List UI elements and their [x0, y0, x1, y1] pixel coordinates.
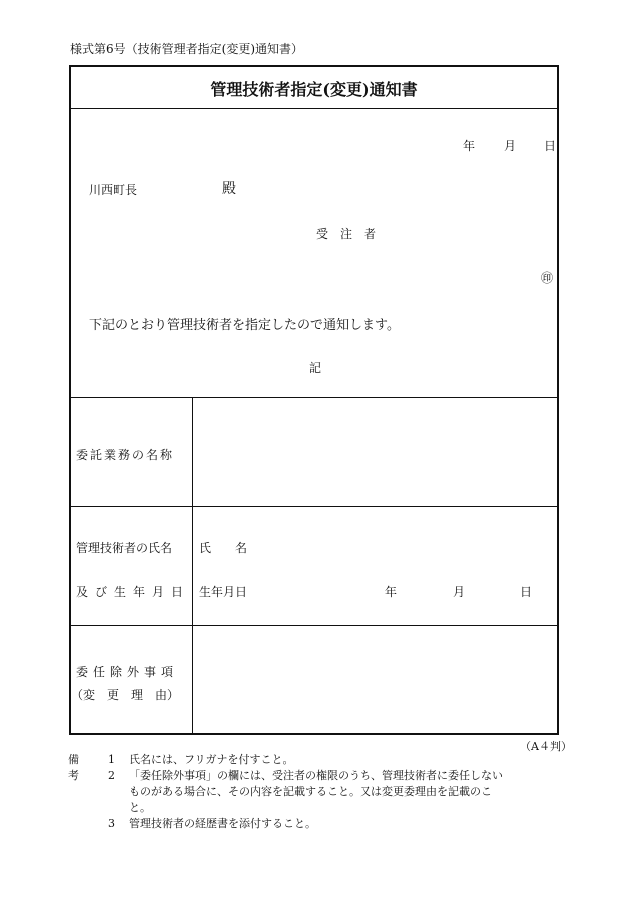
- manager-label-line2: 及び生年月日: [76, 585, 191, 599]
- remarks-heading: 備考: [68, 753, 79, 782]
- addressee-name: 川西町長: [89, 183, 138, 197]
- seal-mark: ㊞: [541, 271, 554, 285]
- birthdate-label: 生年月日: [199, 585, 248, 599]
- remark-text: 氏名には、フリガナを付すこと。: [129, 753, 294, 766]
- name-label: 氏 名: [199, 541, 248, 555]
- notice-text: 下記のとおり管理技術者を指定したので通知します。: [89, 318, 400, 333]
- form-frame: [69, 65, 559, 735]
- excluded-label-line1: 委任除外事項: [76, 665, 179, 679]
- excluded-label-line2: （変 更 理 由）: [71, 688, 180, 702]
- birth-day: 日: [520, 585, 533, 599]
- form-number: 様式第6号（技術管理者指定(変更)通知書）: [70, 42, 303, 56]
- remark-number: 3: [108, 817, 115, 830]
- title-divider: [71, 108, 557, 109]
- contractor-label: 受 注 者: [316, 227, 377, 241]
- date-month: 月: [504, 139, 517, 153]
- paper-size-note: （A４判）: [520, 740, 572, 753]
- remark-text: 「委任除外事項」の欄には、受注者の権限のうち、管理技術者に委任しないものがある場合に、その内容を記載すること。又は変更委理由を記載のこと。: [129, 769, 503, 814]
- date-day: 日: [544, 139, 557, 153]
- ki-heading: 記: [309, 361, 322, 375]
- birth-year: 年: [385, 585, 398, 599]
- addressee-honorific: 殿: [222, 181, 236, 197]
- birth-month: 月: [453, 585, 466, 599]
- form-title: 管理技術者指定(変更)通知書: [210, 80, 418, 99]
- date-year: 年: [463, 139, 476, 153]
- column-divider: [192, 397, 193, 733]
- manager-label-line1: 管理技術者の氏名: [76, 541, 173, 555]
- remark-text: 管理技術者の経歴書を添付すること。: [129, 817, 316, 830]
- row-divider-3: [71, 625, 557, 626]
- row-divider-2: [71, 506, 557, 507]
- task-name-label: 委託業務の名称: [76, 448, 175, 462]
- row-divider-1: [71, 397, 557, 398]
- remark-number: 1: [108, 753, 115, 766]
- remark-number: 2: [108, 769, 115, 782]
